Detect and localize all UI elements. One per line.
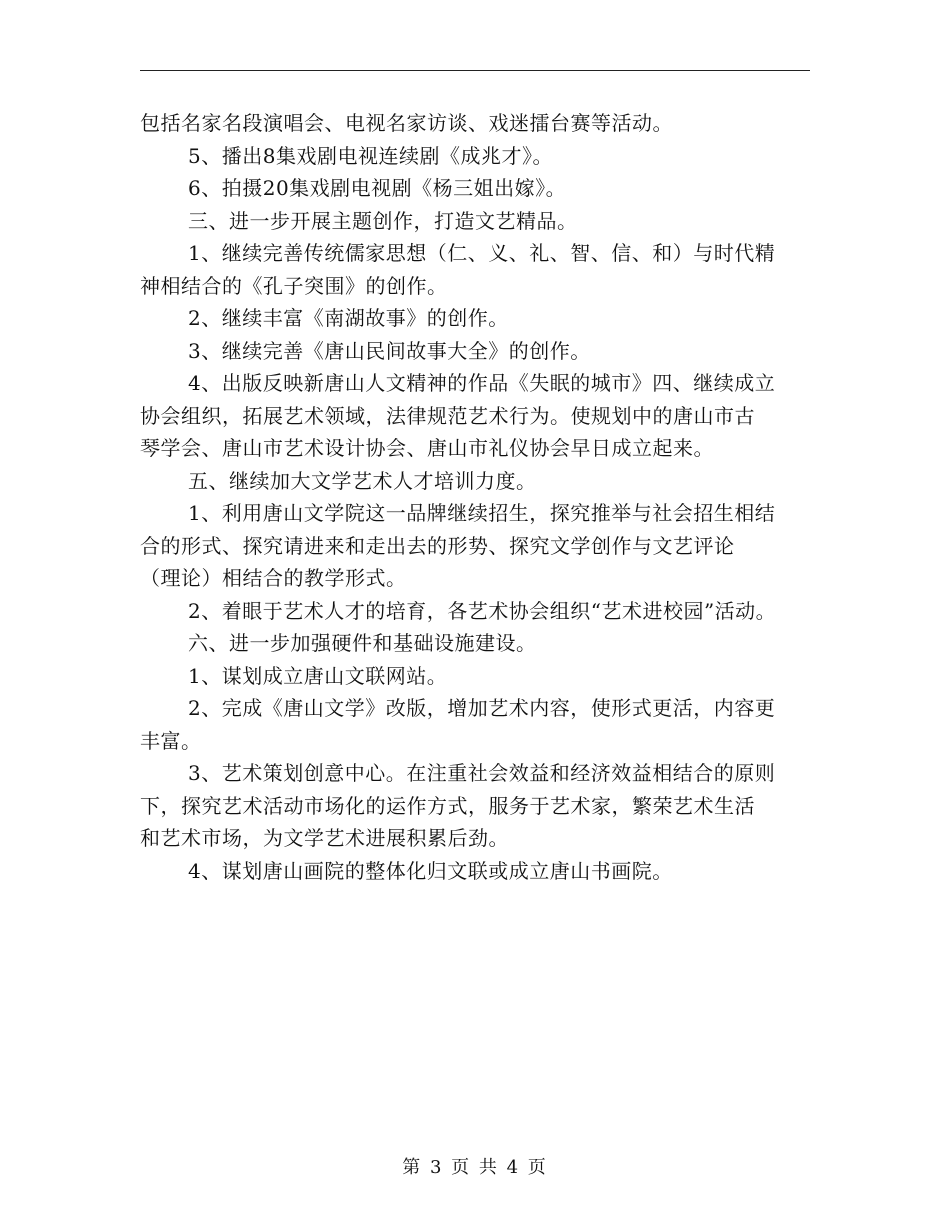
- text-line: 2、完成《唐山文学》改版，增加艺术内容，使形式更活，内容更: [188, 696, 776, 720]
- document-body: [140, 107, 830, 887]
- text-line: 5、播出8集戏剧电视连续剧《成兆才》。: [188, 143, 553, 168]
- text-line: 1、谋划成立唐山文联网站。: [188, 663, 448, 688]
- text-line: 1、继续完善传统儒家思想（仁、义、礼、智、信、和）与时代精: [188, 241, 776, 265]
- text-line: 和艺术市场，为文学艺术进展积累后劲。: [140, 826, 509, 850]
- text-line: 合的形式、探究请进来和走出去的形势、探究文学创作与文艺评论: [140, 533, 735, 558]
- text-line: 4、谋划唐山画院的整体化归文联或成立唐山书画院。: [188, 858, 673, 883]
- text-line: 3、继续完善《唐山民间故事大全》的创作。: [188, 338, 591, 363]
- text-line: 六、进一步加强硬件和基础设施建设。: [188, 631, 537, 655]
- text-line: 下，探究艺术活动市场化的运作方式，服务于艺术家，繁荣艺术生活: [140, 793, 755, 818]
- text-line: 2、着眼于艺术人才的培育，各艺术协会组织“艺术进校园”活动。: [188, 598, 777, 623]
- text-line: 神相结合的《孔子突围》的创作。: [140, 273, 448, 298]
- header-rule: [140, 70, 810, 71]
- text-line: 6、拍摄20集戏剧电视剧《杨三姐出嫁》。: [188, 176, 567, 200]
- text-line: 三、进一步开展主题创作，打造文艺精品。: [188, 208, 578, 233]
- text-line: 1、利用唐山文学院这一品牌继续招生，探究推举与社会招生相结: [188, 501, 776, 525]
- text-line: 包括名家名段演唱会、电视名家访谈、戏迷擂台赛等活动。: [140, 111, 673, 135]
- text-line: 丰富。: [140, 728, 202, 753]
- text-line: 4、出版反映新唐山人文精神的作品《失眠的城市》四、继续成立: [188, 371, 776, 395]
- text-line: （理论）相结合的教学形式。: [140, 566, 407, 590]
- text-line: 五、继续加大文学艺术人才培训力度。: [188, 468, 537, 493]
- text-line: 2、继续丰富《南湖故事》的创作。: [188, 306, 509, 330]
- text-line: 协会组织，拓展艺术领域，法律规范艺术行为。使规划中的唐山市古: [140, 403, 755, 428]
- text-line: 琴学会、唐山市艺术设计协会、唐山市礼仪协会早日成立起来。: [140, 436, 714, 460]
- text-line: 3、艺术策划创意中心。在注重社会效益和经济效益相结合的原则: [188, 761, 776, 785]
- page-number: 第 3 页 共 4 页: [402, 1157, 548, 1178]
